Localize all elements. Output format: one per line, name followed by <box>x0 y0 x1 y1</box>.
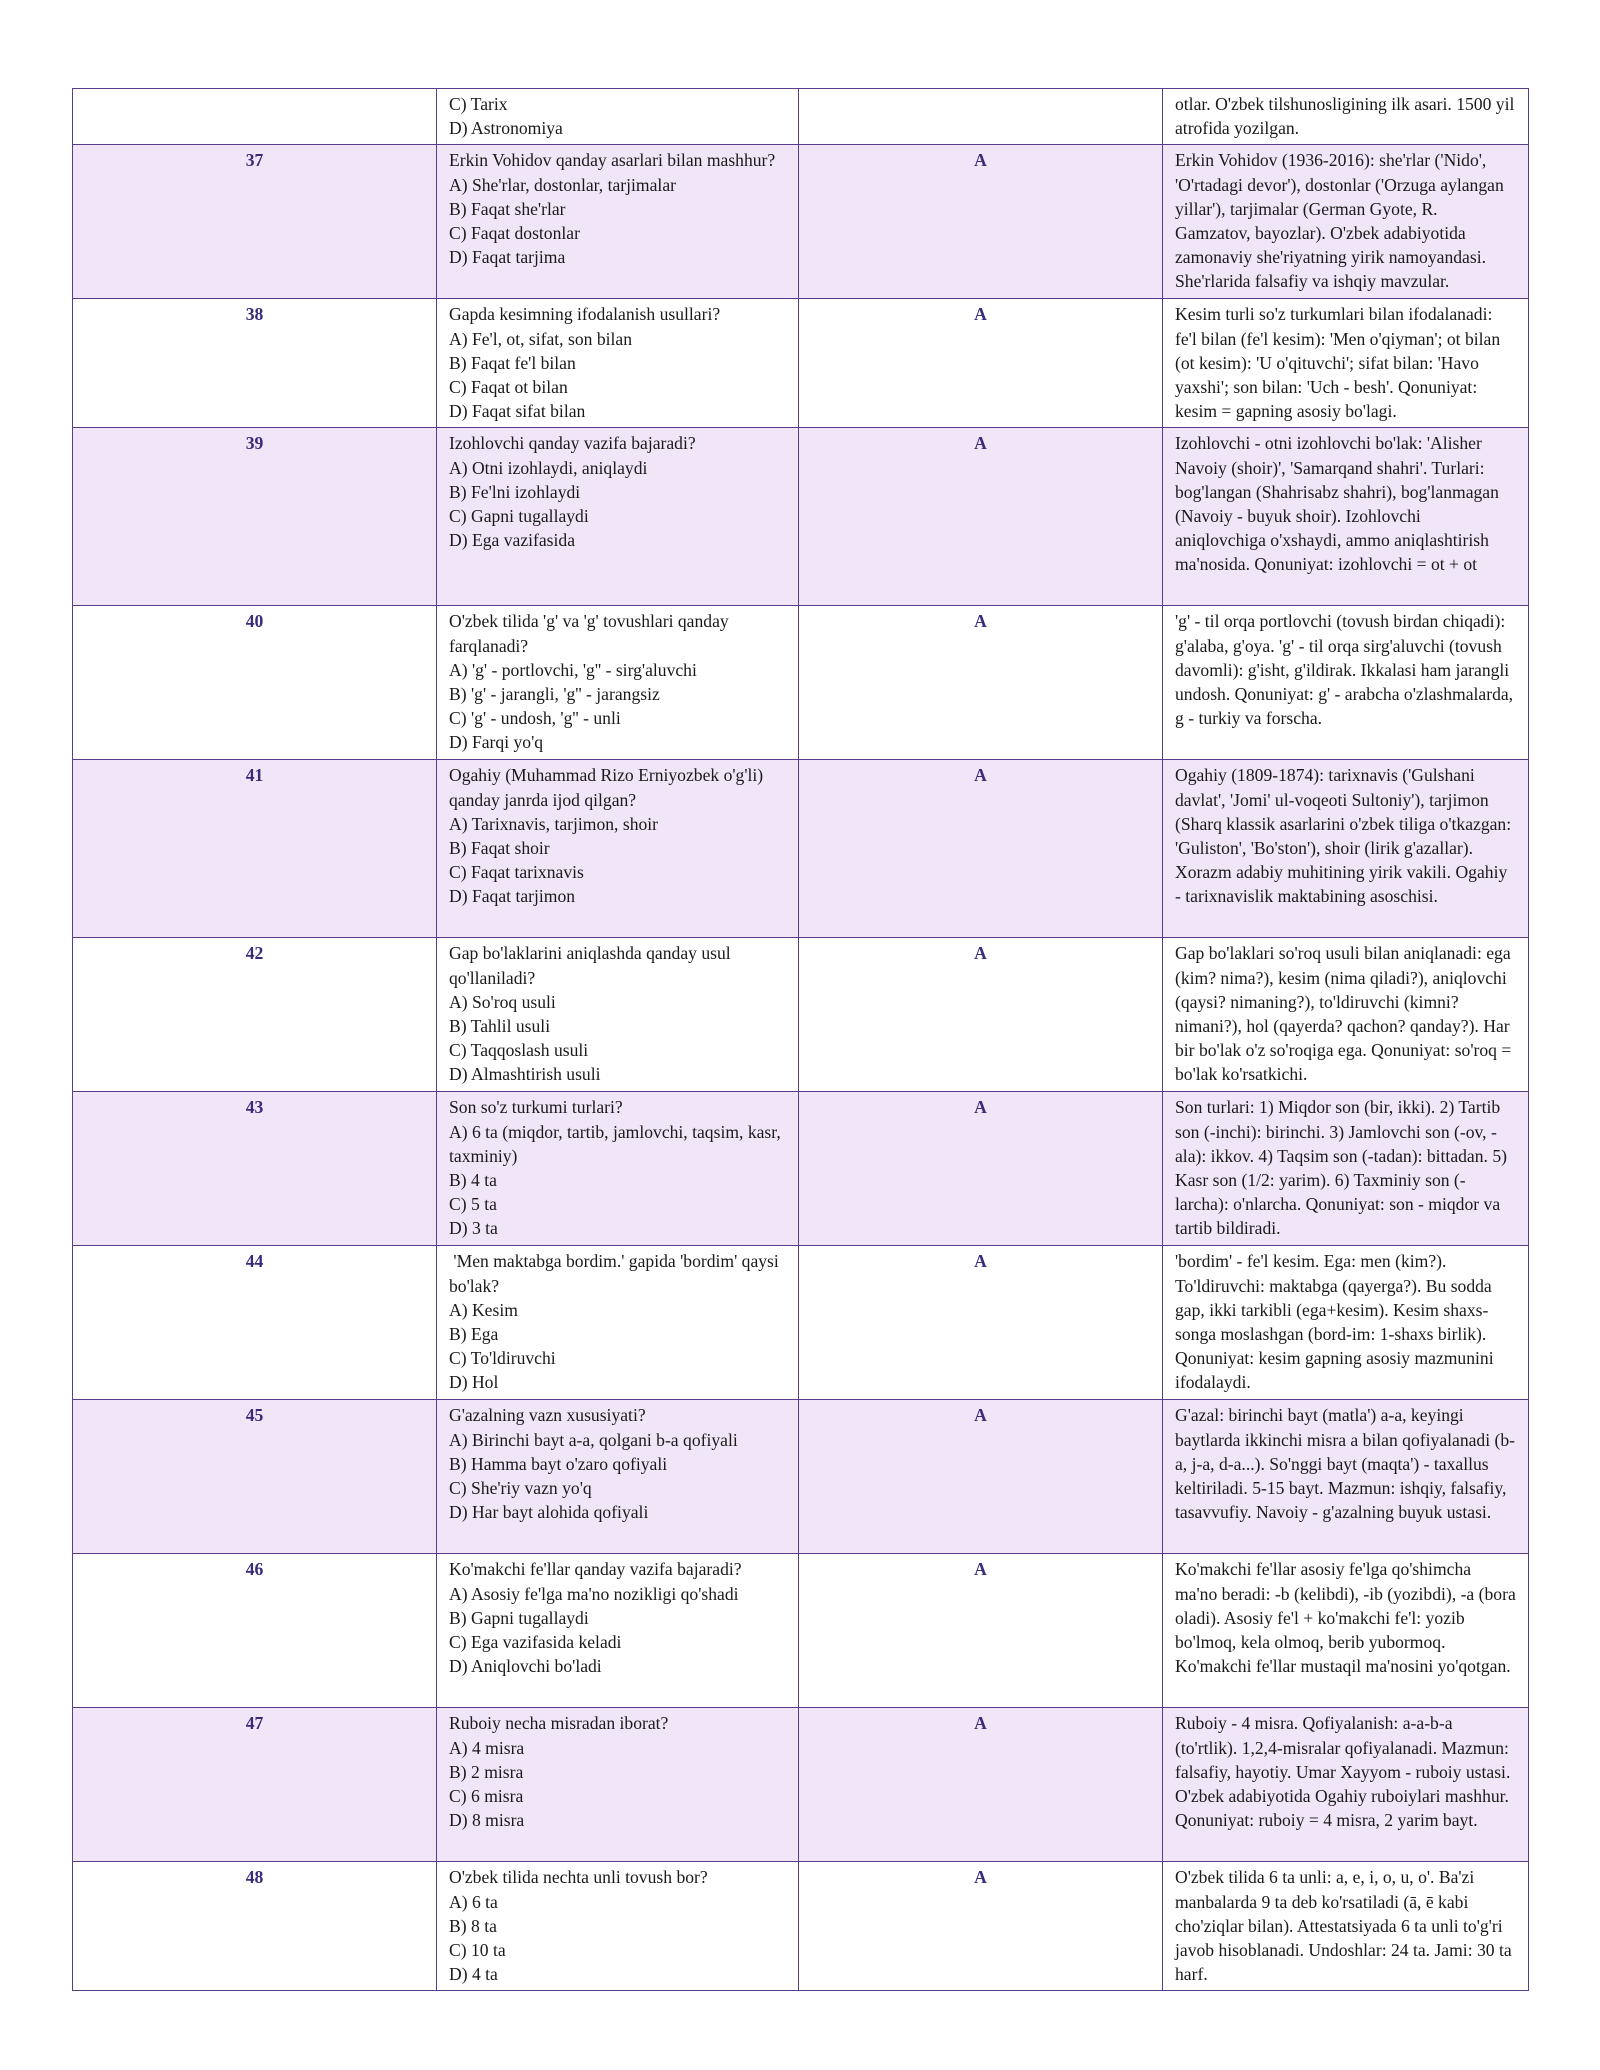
question-number: 38 <box>73 299 437 428</box>
option-line: C) 'g' - undosh, 'g'' - unli <box>449 708 621 729</box>
question-text: G'azalning vazn xususiyati? <box>449 1405 646 1426</box>
option-line: A) Birinchi bayt a-a, qolgani b-a qofiyali <box>449 1429 738 1450</box>
question-number: 39 <box>73 428 437 606</box>
question-number: 48 <box>73 1862 437 1991</box>
question-text: Ko'makchi fe'llar qanday vazifa bajaradi? <box>449 1559 742 1580</box>
option-line: C) 6 misra <box>449 1786 524 1807</box>
option-line: D) 4 ta <box>449 1964 498 1985</box>
correct-answer: A <box>799 938 1163 1092</box>
option-line: B) 4 ta <box>449 1170 497 1191</box>
quiz-table <box>72 88 1529 1991</box>
quiz-table-body <box>73 89 1529 1991</box>
option-line: D) Faqat tarjima <box>449 247 566 268</box>
option-line: C) 5 ta <box>449 1194 497 1215</box>
question-text: 'Men maktabga bordim.' gapida 'bordim' qaysi bo'lak? <box>449 1251 784 1296</box>
question-cell <box>437 1400 799 1554</box>
correct-answer: A <box>799 145 1163 299</box>
option-line: D) 8 misra <box>449 1810 525 1831</box>
option-line: D) Har bayt alohida qofiyali <box>449 1502 649 1523</box>
option-line: A) Kesim <box>449 1299 518 1320</box>
question-text: Ogahiy (Muhammad Rizo Erniyozbek o'g'li) qanday janrda ijod qilgan? <box>449 765 768 810</box>
question-cell <box>437 1708 799 1862</box>
option-line: A) Asosiy fe'lga ma'no nozikligi qo'shadi <box>449 1583 739 1604</box>
explanation-cell: Ogahiy (1809-1874): tarixnavis ('Gulshani davlat', 'Jomi' ul-voqeoti Sultoniy'), tarjimon (Sharq klassik asarlarini o'zbek tiliga o'tkazgan: 'Guliston', 'Bo'ston'), shoir (lirik g'azallar). Xorazm adabiy muhitining yirik vakili. Ogahiy - tarixnavislik maktabining asoschisi. <box>1163 760 1529 938</box>
option-line: A) So'roq usuli <box>449 991 556 1012</box>
explanation-cell: Ko'makchi fe'llar asosiy fe'lga qo'shimcha ma'no beradi: -b (kelibdi), -ib (yozibdi), -a (bora oladi). Asosiy fe'l + ko'makchi fe'l: yozib bo'lmoq, kela olmoq, berib yubormoq. Ko'makchi fe'llar mustaqil ma'nosini yo'qotgan. <box>1163 1554 1529 1708</box>
question-number: 47 <box>73 1708 437 1862</box>
correct-answer <box>799 89 1163 145</box>
option-line: D) Ega vazifasida <box>449 530 576 551</box>
option-line: D) Aniqlovchi bo'ladi <box>449 1656 602 1677</box>
option-line: D) Astronomiya <box>449 118 563 139</box>
question-row <box>73 299 1529 428</box>
question-cell <box>437 938 799 1092</box>
correct-answer: A <box>799 299 1163 428</box>
option-line: A) 4 misra <box>449 1737 525 1758</box>
question-cell <box>437 89 799 145</box>
option-line: B) Gapni tugallaydi <box>449 1607 589 1628</box>
question-cell <box>437 299 799 428</box>
option-line: A) She'rlar, dostonlar, tarjimalar <box>449 174 676 195</box>
option-line: B) Fe'lni izohlaydi <box>449 481 581 502</box>
explanation-cell: Gap bo'laklari so'roq usuli bilan aniqlanadi: ega (kim? nima?), kesim (nima qiladi?), aniqlovchi (qaysi? nimaning?), to'ldiruvchi (kimni? nimani?), hol (qayerda? qachon? qanday?). Har bir bo'lak o'z so'roqiga ega. Qonuniyat: so'roq = bo'lak ko'rsatkichi. <box>1163 938 1529 1092</box>
question-cell <box>437 1554 799 1708</box>
question-number: 43 <box>73 1092 437 1246</box>
correct-answer: A <box>799 428 1163 606</box>
question-cell <box>437 1862 799 1991</box>
question-number: 44 <box>73 1246 437 1400</box>
explanation-cell: Son turlari: 1) Miqdor son (bir, ikki). 2) Tartib son (-inchi): birinchi. 3) Jamlovchi son (-ov, -ala): ikkov. 4) Taqsim son (-tadan): bittadan. 5) Kasr son (1/2: yarim). 6) Taxminiy son (-larcha): o'nlarcha. Qonuniyat: son - miqdor va tartib bildiradi. <box>1163 1092 1529 1246</box>
explanation-cell: Ruboiy - 4 misra. Qofiyalanish: a-a-b-a (to'rtlik). 1,2,4-misralar qofiyalanadi. Mazmun: falsafiy, hayotiy. Umar Xayyom - ruboiy ustasi. O'zbek adabiyotida Ogahiy ruboiylari mashhur. Qonuniyat: ruboiy = 4 misra, 2 yarim bayt. <box>1163 1708 1529 1862</box>
correct-answer: A <box>799 760 1163 938</box>
option-line: B) 'g' - jarangli, 'g'' - jarangsiz <box>449 684 660 705</box>
option-line: B) 8 ta <box>449 1915 497 1936</box>
question-row <box>73 1092 1529 1246</box>
question-row <box>73 1246 1529 1400</box>
option-line: B) Ega <box>449 1324 499 1345</box>
question-row <box>73 428 1529 606</box>
option-line: A) 6 ta (miqdor, tartib, jamlovchi, taqsim, kasr, taxminiy) <box>449 1121 786 1166</box>
option-line: A) 6 ta <box>449 1891 498 1912</box>
question-text: Ruboiy necha misradan iborat? <box>449 1713 669 1734</box>
option-line: C) To'ldiruvchi <box>449 1348 556 1369</box>
question-text: O'zbek tilida nechta unli tovush bor? <box>449 1867 708 1888</box>
question-row <box>73 145 1529 299</box>
question-row <box>73 760 1529 938</box>
option-line: A) 'g' - portlovchi, 'g'' - sirg'aluvchi <box>449 659 697 680</box>
explanation-cell: G'azal: birinchi bayt (matla') a-a, keyingi baytlarda ikkinchi misra a bilan qofiyalanadi (b-a, j-a, d-a...). So'nggi bayt (maqta') - taxallus keltiriladi. 5-15 bayt. Mazmun: ishqiy, falsafiy, tasavvufiy. Navoiy - g'azalning buyuk ustasi. <box>1163 1400 1529 1554</box>
question-text: Izohlovchi qanday vazifa bajaradi? <box>449 433 696 454</box>
option-line: D) Faqat sifat bilan <box>449 401 586 422</box>
option-line: C) Tarix <box>449 94 508 114</box>
option-line: B) Faqat shoir <box>449 838 550 859</box>
option-line: C) Faqat ot bilan <box>449 377 568 398</box>
option-line: D) Farqi yo'q <box>449 732 544 753</box>
correct-answer: A <box>799 1862 1163 1991</box>
question-row <box>73 1400 1529 1554</box>
question-row <box>73 89 1529 145</box>
option-line: A) Otni izohlaydi, aniqlaydi <box>449 457 648 478</box>
question-text: O'zbek tilida 'g' va 'g' tovushlari qanday farqlanadi? <box>449 611 734 656</box>
correct-answer: A <box>799 1708 1163 1862</box>
question-number <box>73 89 437 145</box>
question-number: 45 <box>73 1400 437 1554</box>
question-number: 46 <box>73 1554 437 1708</box>
question-text: Gap bo'laklarini aniqlashda qanday usul qo'llaniladi? <box>449 943 736 988</box>
explanation-cell: Izohlovchi - otni izohlovchi bo'lak: 'Alisher Navoiy (shoir)', 'Samarqand shahri'. Turlari: bog'langan (Shahrisabz shahri), bog'lanmagan (Navoiy - buyuk shoir). Izohlovchi aniqlovchiga o'xshaydi, ammo aniqlashtirish ma'nosida. Qonuniyat: izohlovchi = ot + ot <box>1163 428 1529 606</box>
question-number: 42 <box>73 938 437 1092</box>
option-line: A) Fe'l, ot, sifat, son bilan <box>449 328 632 349</box>
option-line: B) Tahlil usuli <box>449 1016 551 1037</box>
explanation-cell: Erkin Vohidov (1936-2016): she'rlar ('Nido', 'O'rtadagi devor'), dostonlar ('Orzuga aylangan yillar'), tarjimalar (German Gyote, R. Gamzatov, bayozlar). O'zbek adabiyotida zamonaviy she'riyatning yirik namoyandasi. She'rlarida falsafiy va ishqiy mavzular. <box>1163 145 1529 299</box>
correct-answer: A <box>799 1092 1163 1246</box>
option-line: A) Tarixnavis, tarjimon, shoir <box>449 813 659 834</box>
question-cell <box>437 145 799 299</box>
question-text: Son so'z turkumi turlari? <box>449 1097 623 1118</box>
option-line: D) Hol <box>449 1372 499 1393</box>
explanation-cell: Kesim turli so'z turkumlari bilan ifodalanadi: fe'l bilan (fe'l kesim): 'Men o'qiyman'; ot bilan (ot kesim): 'U o'qituvchi'; sifat bilan: 'Havo yaxshi'; son bilan: 'Uch - besh'. Qonuniyat: kesim = gapning asosiy bo'lagi. <box>1163 299 1529 428</box>
correct-answer: A <box>799 1246 1163 1400</box>
question-text: Gapda kesimning ifodalanish usullari? <box>449 304 721 325</box>
explanation-cell: O'zbek tilida 6 ta unli: a, e, i, o, u, o'. Ba'zi manbalarda 9 ta deb ko'rsatiladi (ā, ē kabi cho'ziqlar bilan). Attestatsiyada 6 ta unli to'g'ri javob hisoblanadi. Undoshlar: 24 ta. Jami: 30 ta harf. <box>1163 1862 1529 1991</box>
explanation-cell: 'bordim' - fe'l kesim. Ega: men (kim?). To'ldiruvchi: maktabga (qayerga?). Bu sodda gap, ikki tarkibli (ega+kesim). Kesim shaxs-songa moslashgan (bord-im: 1-shaxs birlik). Qonuniyat: kesim gapning asosiy mazmunini ifodalaydi. <box>1163 1246 1529 1400</box>
explanation-cell: otlar. O'zbek tilshunosligining ilk asari. 1500 yil atrofida yozilgan. <box>1163 89 1529 145</box>
option-line: C) 10 ta <box>449 1940 506 1961</box>
question-row <box>73 606 1529 760</box>
option-line: B) Faqat fe'l bilan <box>449 352 576 373</box>
option-line: C) Faqat tarixnavis <box>449 862 584 883</box>
question-row <box>73 1862 1529 1991</box>
option-line: C) Taqqoslash usuli <box>449 1040 589 1061</box>
option-line: C) Gapni tugallaydi <box>449 506 589 527</box>
option-line: D) Faqat tarjimon <box>449 886 576 907</box>
question-number: 40 <box>73 606 437 760</box>
question-cell <box>437 760 799 938</box>
question-row <box>73 1708 1529 1862</box>
question-text: Erkin Vohidov qanday asarlari bilan mashhur? <box>449 150 776 171</box>
option-line: B) Faqat she'rlar <box>449 198 566 219</box>
question-number: 41 <box>73 760 437 938</box>
option-line: D) Almashtirish usuli <box>449 1064 601 1085</box>
question-cell <box>437 1246 799 1400</box>
option-line: B) Hamma bayt o'zaro qofiyali <box>449 1453 668 1474</box>
question-cell <box>437 1092 799 1246</box>
explanation-cell: 'g' - til orqa portlovchi (tovush birdan chiqadi): g'alaba, g'oya. 'g' - til orqa sirg'aluvchi (tovush davomli): g'isht, g'ildirak. Ikkalasi ham jarangli undosh. Qonuniyat: g' - arabcha o'zlashmalarda, g - turkiy va forscha. <box>1163 606 1529 760</box>
question-number: 37 <box>73 145 437 299</box>
question-cell <box>437 428 799 606</box>
correct-answer: A <box>799 1400 1163 1554</box>
correct-answer: A <box>799 606 1163 760</box>
option-line: C) Ega vazifasida keladi <box>449 1632 622 1653</box>
option-line: D) 3 ta <box>449 1218 498 1239</box>
question-row <box>73 938 1529 1092</box>
option-line: C) She'riy vazn yo'q <box>449 1478 592 1499</box>
option-line: C) Faqat dostonlar <box>449 223 580 244</box>
option-line: B) 2 misra <box>449 1761 524 1782</box>
question-row <box>73 1554 1529 1708</box>
correct-answer: A <box>799 1554 1163 1708</box>
question-cell <box>437 606 799 760</box>
